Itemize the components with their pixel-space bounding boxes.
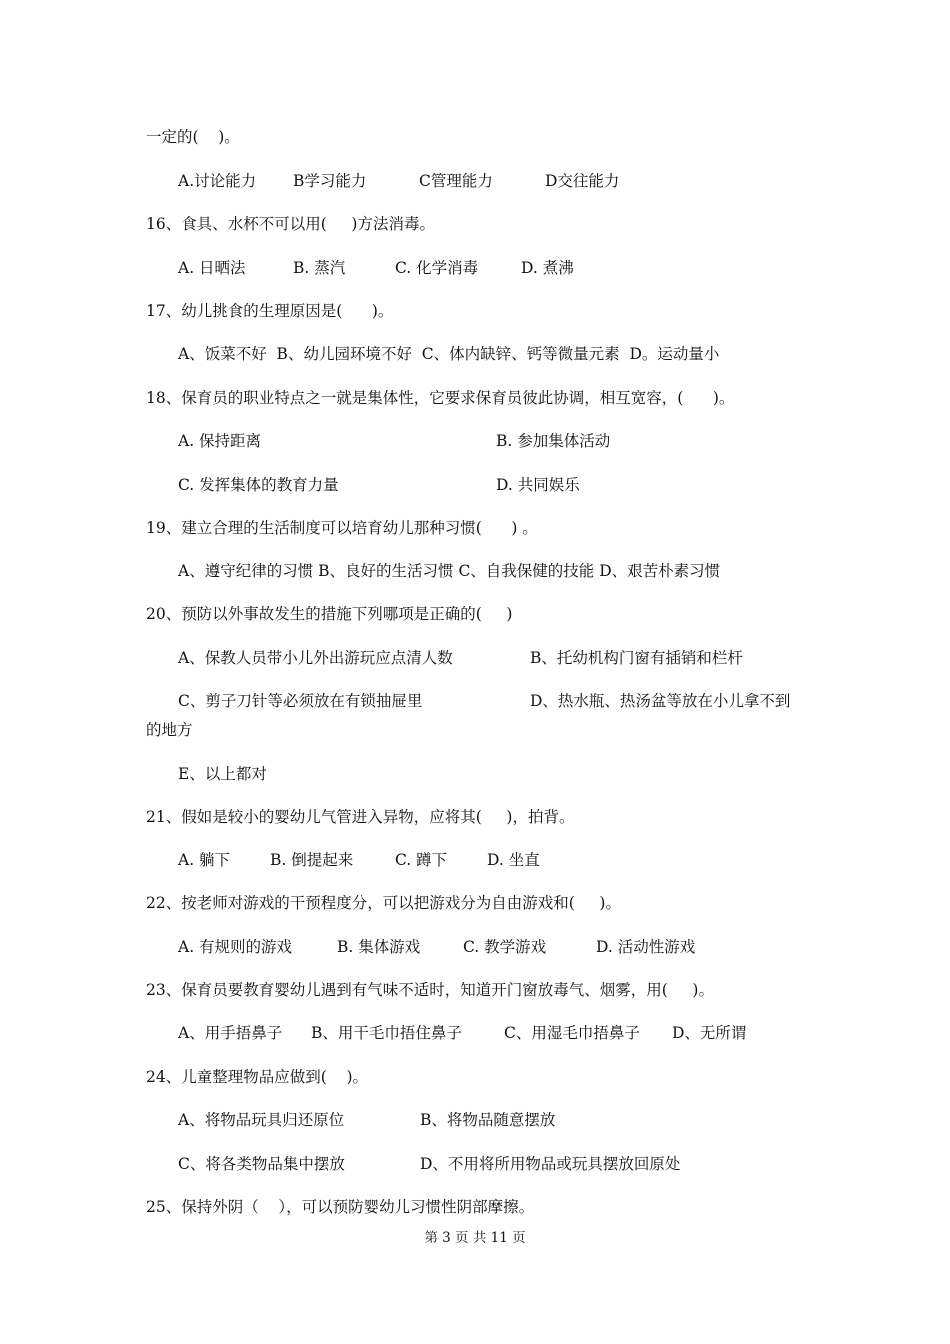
question-17: 17、幼儿挑食的生理原因是( )。: [146, 302, 394, 320]
option-b: B学习能力: [293, 172, 367, 190]
question-19-options: [178, 561, 721, 581]
question-18-options-row1: [178, 431, 611, 451]
option-c: C、剪子刀针等必须放在有锁抽屉里: [178, 692, 423, 710]
question-17-options: [178, 344, 720, 364]
question-15-continuation: 一定的( )。: [146, 128, 240, 146]
question-16-options: [178, 258, 574, 278]
option-d: D、热水瓶、热汤盆等放在小儿拿不到: [530, 692, 791, 710]
question-20-options-row2: [178, 691, 791, 711]
option-b: B、用干毛巾捂住鼻子: [311, 1024, 462, 1042]
question-18: 18、保育员的职业特点之一就是集体性，它要求保育员彼此协调，相互宽容，( )。: [146, 389, 735, 407]
question-20-option-d-continuation: 的地方: [146, 721, 193, 739]
option-d: D、不用将所用物品或玩具摆放回原处: [420, 1155, 681, 1173]
option-d: D. 坐直: [487, 851, 540, 869]
question-23: 23、保育员要教育婴幼儿遇到有气味不适时，知道开门窗放毒气、烟雾，用( )。: [146, 981, 714, 999]
option-a: A.讨论能力: [178, 172, 257, 190]
question-18-options-row2: [178, 475, 580, 495]
option-b: B、托幼机构门窗有插销和栏杆: [530, 649, 743, 667]
option-b: B、将物品随意摆放: [420, 1111, 556, 1129]
option-all: A、饭菜不好 B、幼儿园环境不好 C、体内缺锌、钙等微量元素 D。运动量小: [178, 345, 720, 363]
option-all: A、遵守纪律的习惯 B、良好的生活习惯 C、自我保健的技能 D、艰苦朴素习惯: [178, 562, 721, 580]
option-a: A. 躺下: [178, 851, 231, 869]
question-24-options-row1: [178, 1110, 556, 1130]
option-a: A. 保持距离: [178, 432, 262, 450]
option-b: B. 集体游戏: [337, 938, 421, 956]
option-c: C、将各类物品集中摆放: [178, 1155, 345, 1173]
option-d: D交往能力: [545, 172, 620, 190]
option-d: D. 活动性游戏: [596, 938, 696, 956]
option-c: C. 教学游戏: [463, 938, 547, 956]
option-a: A、将物品玩具归还原位: [178, 1111, 345, 1129]
option-d: D、无所谓: [672, 1024, 747, 1042]
option-a: A、保教人员带小儿外出游玩应点清人数: [178, 649, 453, 667]
option-a: A、用手捂鼻子: [178, 1024, 283, 1042]
question-19: 19、建立合理的生活制度可以培育幼儿那种习惯( ) 。: [146, 519, 538, 537]
option-c: C. 发挥集体的教育力量: [178, 476, 339, 494]
option-c: C管理能力: [419, 172, 493, 190]
question-25: 25、保持外阴（ ），可以预防婴幼儿习惯性阴部摩擦。: [146, 1198, 535, 1216]
option-b: B. 蒸汽: [293, 259, 346, 277]
option-d: D. 煮沸: [521, 259, 574, 277]
option-a: A. 有规则的游戏: [178, 938, 293, 956]
option-e: E、以上都对: [178, 765, 267, 783]
page-number-footer: 第 3 页 共 11 页: [424, 1230, 526, 1246]
option-c: C. 化学消毒: [395, 259, 479, 277]
option-b: B. 倒提起来: [270, 851, 354, 869]
question-21: 21、假如是较小的婴幼儿气管进入异物，应将其( )，拍背。: [146, 808, 575, 826]
option-b: B. 参加集体活动: [496, 432, 611, 450]
question-20: 20、预防以外事故发生的措施下列哪项是正确的( ): [146, 605, 513, 623]
option-c: C、用湿毛巾捂鼻子: [504, 1024, 640, 1042]
question-23-options: [178, 1023, 747, 1043]
option-a: A. 日晒法: [178, 259, 246, 277]
question-21-options: [178, 850, 540, 870]
question-24-options-row2: [178, 1154, 681, 1174]
question-24: 24、儿童整理物品应做到( )。: [146, 1068, 369, 1086]
question-22-options: [178, 937, 696, 957]
question-22: 22、按老师对游戏的干预程度分，可以把游戏分为自由游戏和( )。: [146, 894, 621, 912]
question-20-options-row3: [178, 764, 267, 784]
question-16: 16、食具、水杯不可以用( )方法消毒。: [146, 215, 435, 233]
option-c: C. 蹲下: [395, 851, 448, 869]
question-15-options: [178, 171, 620, 191]
question-20-options-row1: [178, 648, 743, 668]
option-d: D. 共同娱乐: [496, 476, 580, 494]
